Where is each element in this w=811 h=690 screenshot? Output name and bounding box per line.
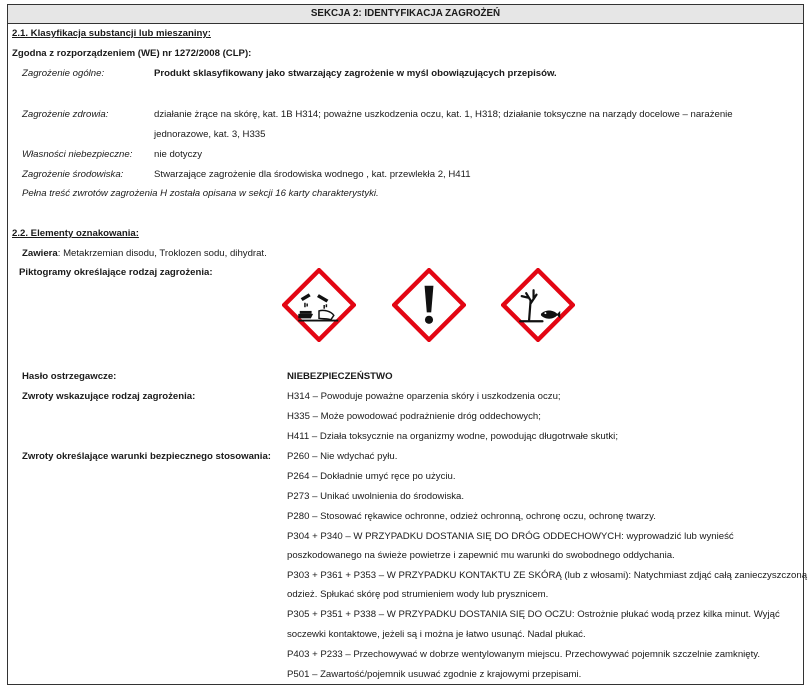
h-statement: H335 – Może powodować podrażnienie dróg oddechowych; bbox=[287, 411, 541, 422]
p-statement: P264 – Dokładnie umyć ręce po użyciu. bbox=[287, 471, 456, 482]
p-statement: P273 – Unikać uwolnienia do środowiska. bbox=[287, 491, 465, 502]
p-statement: P304 + P340 – W PRZYPADKU DOSTANIA SIĘ DO DRÓG ODDECHOWYCH: wyprowadzić lub wynieść bbox=[287, 531, 734, 542]
health-hazard-label: Zagrożenie zdrowia: bbox=[22, 109, 109, 120]
h-statements-note: Pełna treść zwrotów zagrożenia H została opisana w sekcji 16 karty charakterystyki. bbox=[22, 188, 379, 199]
p-statement: soczewki kontaktowe, jeżeli są i można je łatwo usunąć. Nadal płukać. bbox=[287, 629, 586, 640]
health-hazard-value-2: jednorazowe, kat. 3, H335 bbox=[154, 129, 266, 140]
h-statement: H411 – Działa toksycznie na organizmy wodne, powodując długotrwałe skutki; bbox=[287, 431, 618, 442]
regulation-line: Zgodna z rozporządzeniem (WE) nr 1272/2008 (CLP): bbox=[12, 48, 252, 59]
signal-word-label: Hasło ostrzegawcze: bbox=[22, 371, 117, 382]
p-statement: P303 + P361 + P353 – W PRZYPADKU KONTAKTU ZE SKÓRĄ (lub z włosami): Natychmiast zdjąć całą zanieczyszczoną bbox=[287, 570, 808, 581]
label-elements-heading: 2.2. Elementy oznakowania: bbox=[12, 228, 139, 239]
corrosion-pictogram bbox=[282, 268, 356, 342]
general-hazard-label: Zagrożenie ogólne: bbox=[22, 68, 105, 79]
p-statement: poszkodowanego na świeże powietrze i zapewnić mu warunki do swobodnego oddychania. bbox=[287, 550, 675, 561]
section-header: SEKCJA 2: IDENTYFIKACJA ZAGROŻEŃ bbox=[8, 5, 803, 24]
contains-line bbox=[22, 248, 267, 260]
environment-hazard-value: Stwarzające zagrożenie dla środowiska wodnego , kat. przewlekła 2, H411 bbox=[154, 169, 471, 180]
general-hazard-value: Produkt sklasyfikowany jako stwarzający zagrożenie w myśl obowiązujących przepisów. bbox=[154, 68, 557, 79]
p-statement: odzież. Spłukać skórę pod strumieniem wody lub prysznicem. bbox=[287, 589, 549, 600]
environment-pictogram bbox=[501, 268, 575, 342]
signal-word-value: NIEBEZPIECZEŃSTWO bbox=[287, 371, 393, 382]
h-statements-label: Zwroty wskazujące rodzaj zagrożenia: bbox=[22, 391, 196, 402]
exclamation-pictogram bbox=[392, 268, 466, 342]
environment-hazard-label: Zagrożenie środowiska: bbox=[22, 169, 124, 180]
h-statement: H314 – Powoduje poważne oparzenia skóry i uszkodzenia oczu; bbox=[287, 391, 561, 402]
sds-section-frame bbox=[7, 4, 808, 685]
p-statements-label: Zwroty określające warunki bezpiecznego stosowania: bbox=[22, 451, 271, 462]
physical-hazard-value: nie dotyczy bbox=[154, 149, 202, 160]
p-statement: P305 + P351 + P338 – W PRZYPADKU DOSTANIA SIĘ DO OCZU: Ostrożnie płukać wodą przez kilka minut. Wyjąć bbox=[287, 609, 780, 620]
pictograms-label: Piktogramy określające rodzaj zagrożenia: bbox=[19, 267, 213, 278]
physical-hazard-label: Własności niebezpieczne: bbox=[22, 149, 133, 160]
contains-label: Zawiera bbox=[22, 248, 58, 259]
p-statement: P280 – Stosować rękawice ochronne, odzież ochronną, ochronę oczu, ochronę twarzy. bbox=[287, 511, 656, 522]
p-statement: P260 – Nie wdychać pyłu. bbox=[287, 451, 398, 462]
p-statement: P501 – Zawartość/pojemnik usuwać zgodnie z krajowymi przepisami. bbox=[287, 669, 582, 680]
classification-heading: 2.1. Klasyfikacja substancji lub mieszaniny: bbox=[12, 28, 211, 39]
contains-value: : Metakrzemian disodu, Troklozen sodu, dihydrat. bbox=[57, 248, 267, 259]
p-statement: P403 + P233 – Przechowywać w dobrze wentylowanym miejscu. Przechowywać pojemnik szczelnie zamknięty. bbox=[287, 649, 761, 660]
health-hazard-value-1: działanie żrące na skórę, kat. 1B H314; poważne uszkodzenia oczu, kat. 1, H318; działanie toksyczne na narządy docelowe – narażenie bbox=[154, 109, 733, 120]
